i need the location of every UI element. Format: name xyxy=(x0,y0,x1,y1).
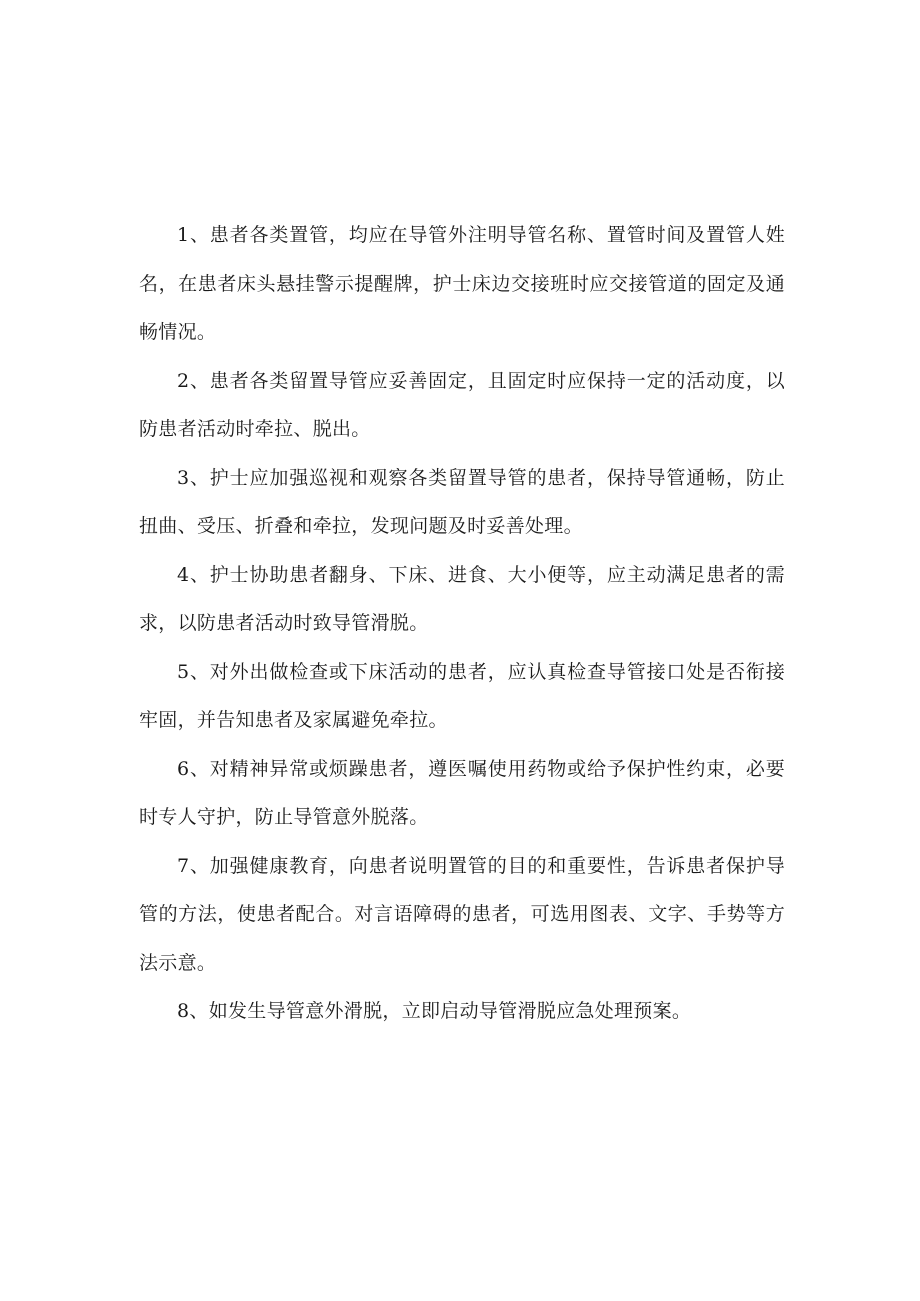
paragraph-1: 1、患者各类置管，均应在导管外注明导管名称、置管时间及置管人姓名，在患者床头悬挂警示提醒牌，护士床边交接班时应交接管道的固定及通畅情况。 xyxy=(139,224,785,343)
paragraph-6: 6、对精神异常或烦躁患者，遵医嘱使用药物或给予保护性约束，必要时专人守护，防止导管意外脱落。 xyxy=(139,757,785,828)
paragraph-5: 5、对外出做检查或下床活动的患者，应认真检查导管接口处是否衔接牢固，并告知患者及家属避免牵拉。 xyxy=(139,660,785,731)
paragraph-7: 7、加强健康教育，向患者说明置管的目的和重要性，告诉患者保护导管的方法，使患者配合。对言语障碍的患者，可选用图表、文字、手势等方法示意。 xyxy=(139,854,785,974)
paragraph-2: 2、患者各类留置导管应妥善固定，且固定时应保持一定的活动度，以防患者活动时牵拉、脱出。 xyxy=(139,369,785,440)
paragraph-3: 3、护士应加强巡视和观察各类留置导管的患者，保持导管通畅，防止扭曲、受压、折叠和牵拉，发现问题及时妥善处理。 xyxy=(139,466,785,537)
document-body xyxy=(139,211,785,1036)
paragraph-4: 4、护士协助患者翻身、下床、进食、大小便等，应主动满足患者的需求，以防患者活动时致导管滑脱。 xyxy=(139,563,785,634)
paragraph-8: 8、如发生导管意外滑脱，立即启动导管滑脱应急处理预案。 xyxy=(177,1000,692,1022)
